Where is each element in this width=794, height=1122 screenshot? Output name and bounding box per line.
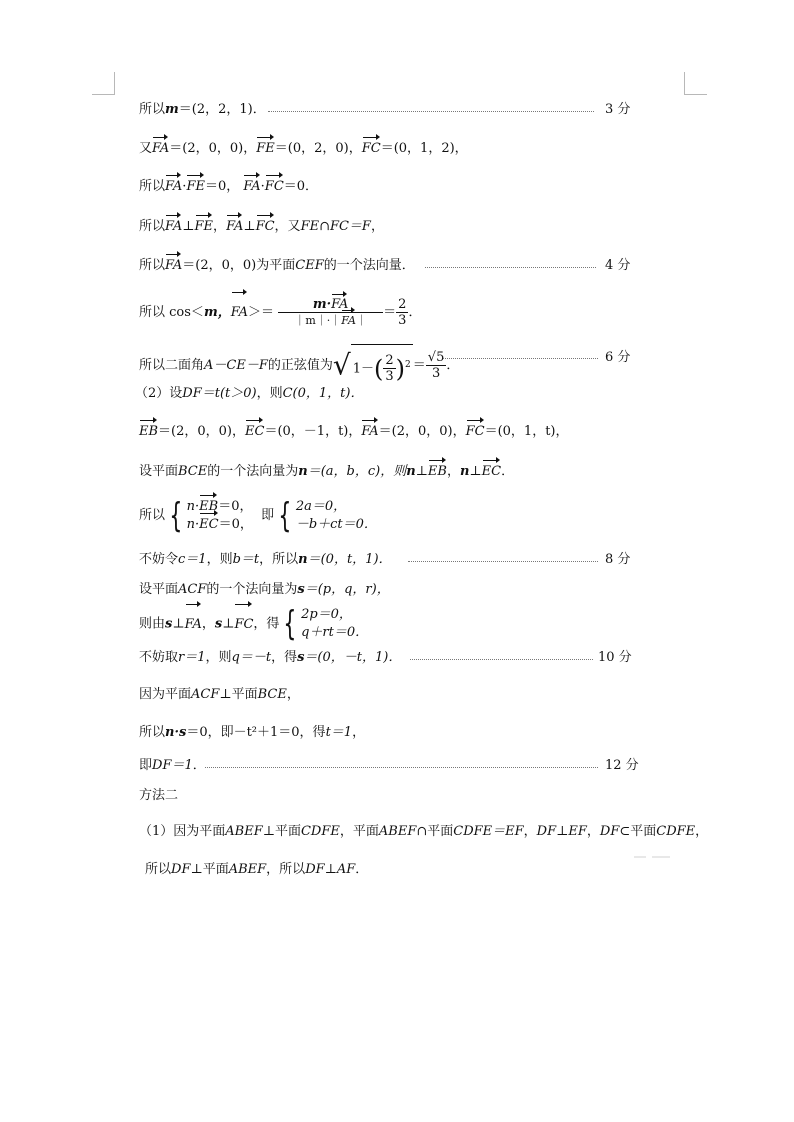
fraction-2-3	[383, 353, 395, 384]
text: CDFE	[300, 824, 340, 839]
text: 所以二面角	[139, 358, 205, 374]
text: ，得	[253, 616, 280, 632]
equation-system	[301, 606, 368, 642]
text: ACF	[191, 687, 220, 702]
vector-FC: FC	[465, 424, 485, 439]
text: C(0，1，t)．	[282, 386, 364, 401]
text: 的一个法向量为	[207, 464, 299, 479]
line-dot-products	[139, 178, 318, 196]
text: 所以	[139, 102, 166, 117]
text: 因为平面	[139, 687, 192, 702]
text: ⊂	[619, 824, 631, 839]
numerator	[278, 297, 383, 313]
text: 所以 cos	[139, 305, 191, 320]
numerator: 2	[398, 297, 407, 312]
text: b＝t	[232, 552, 260, 567]
exponent: 2	[405, 360, 411, 370]
text: AF	[336, 862, 356, 877]
score-label: 8 分	[605, 552, 631, 567]
dot-leader	[205, 767, 598, 768]
equation-system	[296, 498, 377, 534]
text: ，则	[256, 386, 283, 401]
vector-n: n	[459, 464, 470, 479]
text: CDFE＝EF	[453, 824, 524, 839]
text: ＝(a，b，c)，则	[307, 464, 407, 479]
text: ＜	[190, 305, 204, 320]
vector-FC: FC	[264, 179, 284, 194]
faint-watermark-mark	[632, 852, 672, 862]
score-label: 3 分	[605, 102, 631, 117]
line-normal-acf	[139, 581, 390, 599]
text: n·	[186, 516, 200, 532]
text: t＝1	[325, 725, 353, 740]
vector-EC: EC	[481, 464, 502, 479]
text: ．	[192, 758, 206, 773]
equation-row: q＋rt＝0．	[301, 625, 369, 640]
text: ，	[201, 616, 215, 632]
brace: {	[278, 495, 292, 536]
text: DF	[171, 862, 191, 877]
line-perpendicular	[139, 218, 384, 236]
text: DF	[536, 824, 557, 839]
equation-row: 2p＝0，	[301, 607, 352, 622]
text: ⊥	[243, 219, 256, 234]
text: 平面	[202, 862, 229, 877]
vector-s: s	[214, 616, 223, 632]
vector-FA: FA	[341, 314, 356, 327]
vector-EC: EC	[199, 516, 219, 532]
text: ，	[213, 219, 227, 234]
text: ＝(2，2，1)．	[178, 102, 266, 117]
vector-FA: FA	[361, 424, 379, 439]
section-heading-method-two: 方法二	[139, 788, 179, 803]
line-system-bce	[139, 496, 377, 536]
dot-leader	[425, 267, 596, 268]
line-vectors-fa-fe-fc	[139, 140, 468, 158]
text: BCE	[178, 464, 208, 479]
text: CDFE	[656, 824, 696, 839]
text: ，	[523, 824, 537, 839]
text: ·	[260, 179, 265, 194]
fraction-cos	[278, 297, 383, 328]
text: ＝0，	[218, 516, 253, 532]
vector-m: m，	[203, 305, 231, 320]
text: ．	[501, 464, 515, 479]
text: 1－	[352, 361, 375, 377]
page-corner-mark-top-left	[92, 72, 115, 95]
equation-system	[187, 498, 253, 534]
line-vectors-eb-ec	[139, 423, 569, 441]
text: c＝1	[178, 552, 207, 567]
equation-row	[187, 498, 253, 516]
text: ，则	[206, 552, 233, 567]
text: DF＝t(t＞0)	[182, 386, 257, 401]
text: 所以	[139, 258, 166, 273]
vector-s: s	[297, 650, 305, 665]
vector-FC: FC	[255, 219, 275, 234]
text: n·	[186, 498, 200, 514]
text: 即	[139, 758, 153, 773]
denominator: 3	[385, 369, 394, 385]
numerator: 2	[385, 353, 394, 369]
dot-leader	[408, 561, 598, 562]
vector-FA: FA	[165, 219, 183, 234]
brace: {	[169, 495, 183, 536]
text: 又	[139, 141, 153, 156]
paren-left: (	[374, 354, 384, 383]
text: ＝(0，t，1)．	[307, 552, 392, 567]
text: ，	[446, 464, 460, 479]
line-m-vector	[139, 101, 266, 119]
equation-row: －b＋ct＝0．	[295, 516, 377, 532]
text: 所以	[139, 725, 166, 740]
text: ＝(2，0，0)，	[158, 424, 246, 439]
text: ⊥	[469, 464, 482, 479]
vector-FE: FE	[186, 179, 205, 194]
text: ⊥	[172, 616, 185, 632]
denominator: 3	[398, 313, 407, 328]
equation-row	[187, 516, 253, 534]
text: 平面	[427, 824, 454, 839]
text: ＝(2，0，0)，	[378, 424, 466, 439]
text: A－CE－F	[204, 358, 268, 374]
vector-FC: FC	[361, 141, 381, 156]
vector-FA: FA	[243, 179, 261, 194]
text: 不妨令	[139, 552, 179, 567]
vector-FA: FA	[226, 219, 244, 234]
vector-FA: FA	[165, 179, 183, 194]
line-normal-bce	[139, 463, 514, 481]
vector-EB: EB	[199, 498, 219, 514]
text: DF	[305, 862, 325, 877]
fraction-sqrt5-3	[426, 350, 447, 381]
text: ＝0，	[204, 179, 240, 194]
line-n-vector	[139, 551, 392, 569]
text: （1）因为平面	[139, 824, 226, 839]
brace: {	[283, 604, 297, 644]
text: 所以	[145, 862, 172, 877]
text: ＝	[412, 358, 426, 374]
text: ∩	[416, 824, 428, 839]
text: BCE	[257, 687, 287, 702]
text: 设平面	[139, 464, 179, 479]
vector-FA: FA	[231, 295, 248, 331]
line-method2-part1	[139, 823, 708, 841]
text: ＝	[383, 305, 397, 320]
text: ⊥	[219, 687, 232, 702]
text: ｜	[355, 314, 367, 327]
vector-n: n	[298, 552, 308, 567]
text: ⊥	[182, 219, 195, 234]
numerator: √5	[427, 350, 445, 366]
text: ＝(0，－1，t)，	[264, 424, 362, 439]
text: 所以	[139, 219, 166, 234]
page-corner-mark-top-right	[684, 72, 707, 95]
text: ，	[586, 824, 600, 839]
text: ，又	[274, 219, 301, 234]
line-normal-vector-cef	[139, 257, 415, 275]
vector-FE: FE	[256, 141, 275, 156]
text: ⊥	[262, 824, 275, 839]
score-label: 10 分	[598, 650, 632, 665]
radicand	[351, 344, 413, 387]
text: EF	[568, 824, 587, 839]
vector-FA: FA	[152, 141, 170, 156]
text: ．	[408, 305, 422, 320]
text: ，	[352, 725, 366, 740]
dot-leader	[410, 659, 593, 660]
dot-leader	[268, 111, 594, 112]
text: ·	[182, 179, 187, 194]
denominator: 3	[431, 366, 441, 382]
text: 即	[261, 508, 275, 523]
text: 的一个法向量．	[323, 258, 415, 273]
line-cosine	[139, 295, 421, 331]
sqrt-expression	[333, 344, 413, 387]
line-method2-conclusion	[145, 861, 368, 879]
text: CEF	[295, 258, 324, 273]
paren-right: )	[395, 354, 406, 383]
text: ，	[286, 687, 300, 702]
text: ＝(2，0，0)，	[169, 141, 257, 156]
line-sine-value	[139, 344, 459, 387]
text: ＞＝	[247, 305, 274, 320]
score-label: 12 分	[605, 758, 639, 773]
vector-s: s	[297, 582, 305, 597]
text: ＝(p，q，r)，	[304, 582, 390, 597]
text: ｜m｜·｜	[294, 314, 342, 327]
text: ⊥	[190, 862, 203, 877]
denominator	[278, 313, 383, 328]
vector-FE: FE	[194, 219, 214, 234]
text: ，则	[205, 650, 232, 665]
line-system-acf	[139, 606, 368, 643]
vector-FC: FC	[234, 607, 253, 643]
text: ＝(2，0，0)为平面	[182, 258, 296, 273]
score-label: 4 分	[605, 258, 631, 273]
text: ⊥	[556, 824, 569, 839]
text: r＝1	[178, 650, 206, 665]
text: ⊥	[324, 862, 337, 877]
vector-EB: EB	[139, 424, 159, 439]
text: 的一个法向量为	[206, 582, 298, 597]
text: FE∩FC＝F	[300, 219, 371, 234]
fraction-2-3	[396, 297, 408, 328]
text: ABEF	[228, 862, 267, 877]
line-planes-perpendicular	[139, 686, 300, 704]
vector-FA: FA	[165, 258, 183, 273]
vector-m: m	[165, 102, 179, 117]
text: ＝(0，－t，1)．	[304, 650, 402, 665]
text: ，得	[271, 650, 298, 665]
text: 所以	[139, 179, 166, 194]
vector-FA: FA	[185, 607, 202, 643]
text: DF	[599, 824, 620, 839]
text: ＝0，	[218, 498, 253, 514]
text: ⊥	[222, 616, 235, 632]
vector-s: s	[165, 616, 173, 632]
text: 平面	[274, 824, 301, 839]
text: 则由	[139, 616, 166, 632]
text: ABEF	[225, 824, 263, 839]
text: m·	[312, 297, 332, 312]
text: 平面	[630, 824, 657, 839]
text: ．	[446, 358, 460, 374]
line-s-vector	[139, 649, 401, 667]
text: 的正弦值为	[267, 358, 333, 374]
text: ，所以	[259, 552, 299, 567]
line-part2-setup	[135, 385, 363, 403]
text: ABEF	[378, 824, 417, 839]
line-solve-t	[139, 724, 365, 742]
text: ，所以	[266, 862, 306, 877]
vector-n: n	[406, 464, 416, 479]
text: 不妨取	[139, 650, 179, 665]
text: ．	[355, 862, 369, 877]
text: 设平面	[139, 582, 179, 597]
vector-n: n	[298, 464, 308, 479]
text: ＝0，即－t²＋1＝0，得	[186, 725, 326, 740]
equation-row: 2a＝0，	[295, 498, 347, 514]
text: ＝0．	[283, 179, 319, 194]
text: DF＝1	[152, 758, 193, 773]
vector-FA: FA	[331, 297, 349, 312]
text: ACF	[178, 582, 207, 597]
text: ，	[695, 824, 709, 839]
radical-sign: √	[332, 348, 351, 382]
dot-leader	[443, 358, 598, 359]
text: 所以	[139, 508, 166, 523]
score-label: 6 分	[605, 350, 631, 365]
line-df-result	[139, 757, 206, 775]
text: （2）设	[135, 386, 183, 401]
text: ＝(0，1，2)，	[380, 141, 468, 156]
text: 平面	[231, 687, 258, 702]
text: ，	[370, 219, 384, 234]
vector-EB: EB	[427, 464, 447, 479]
text: n·s	[165, 725, 187, 740]
vector-EC: EC	[245, 424, 265, 439]
text: ，平面	[339, 824, 379, 839]
text: ＝(0，2，0)，	[274, 141, 362, 156]
text: ＝(0，1，t)，	[484, 424, 569, 439]
text: q＝－t	[231, 650, 272, 665]
text: ⊥	[415, 464, 428, 479]
